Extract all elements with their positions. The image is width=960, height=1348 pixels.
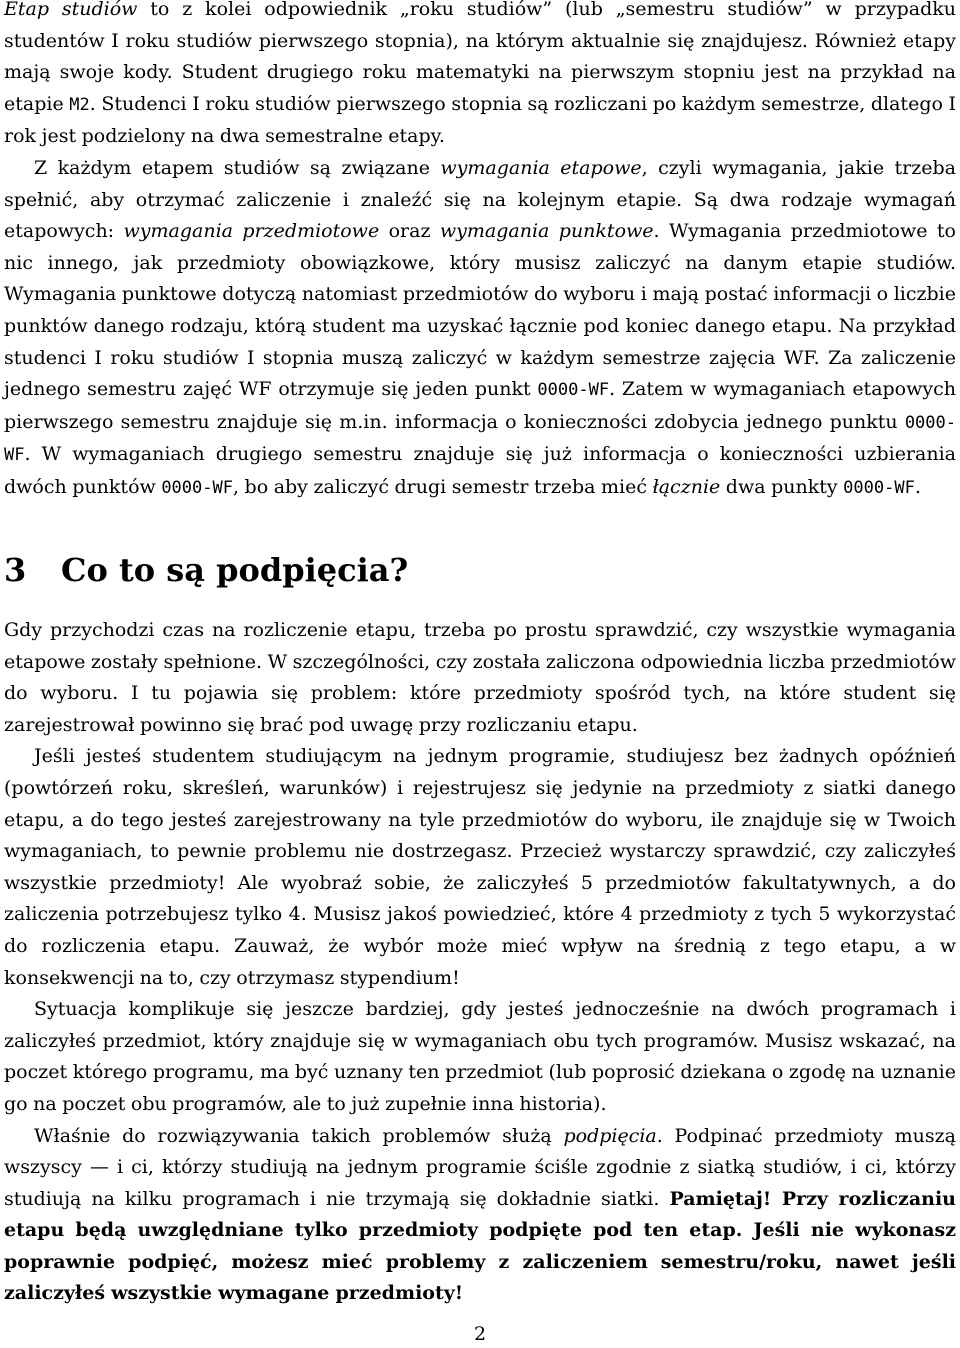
text-run: . Podpinać przedmioty muszą wszyscy — i ci, którzy studiują na jednym programie ściśle zgodnie z siatką studiów, i ci, którzy studiują na kilku programach i nie trzymają się dokładnie siatki. — [4, 1124, 956, 1210]
emphasis-text: wymagania przedmiotowe — [123, 220, 380, 243]
text-run: . Wymagania przedmiotowe to nic innego, jak przedmioty obowiązkowe, który musisz zaliczyć na danym etapie studiów. Wymagania punktowe dotyczą natomiast przedmiotów do wyboru i mają postać informacji o liczbie punktów danego rodzaju, którą student ma uzyskać łącznie pod koniec danego etapu. Na przykład studenci I roku studiów I stopnia muszą zaliczyć w każdym semestrze zajęcia WF. Za zaliczenie jednego semestru zajęć WF otrzymuje się jeden punkt — [4, 220, 956, 401]
text-run: oraz — [379, 220, 440, 243]
text-run: Z każdym etapem studiów są związane — [34, 156, 441, 179]
text-run: to z kolei odpowiednik „roku studiów” (lub „semestru studiów” w przypadku studentów I roku studiów pierwszego stopnia), na którym aktualnie się znajdujesz. Również etapy mają swoje kody. Student drugiego roku matematyki na pierwszym stopniu jest na przykład na etapie — [4, 0, 956, 115]
text-run: dwa punkty — [720, 475, 844, 498]
text-run: Sytuacja komplikuje się jeszcze bardziej, gdy jesteś jednocześnie na dwóch programach i zaliczyłeś przedmiot, który znajduje się w wymaganiach obu tych programów. Musisz wskazać, na poczet którego programu, ma być uznany ten przedmiot (lub poprosić dziekana o zgodę na uznanie go na poczet obu programów, ale to już zupełnie inna historia). — [4, 998, 956, 1115]
emphasis-text: łącznie — [652, 475, 721, 498]
code-term: 0000-WF — [537, 380, 610, 401]
text-run: . W wymaganiach drugiego semestru znajduje się już informacja o konieczności uzbierania dwóch punktów — [4, 443, 956, 498]
paragraph-podpiecia — [4, 1121, 956, 1311]
text-run: , bo aby zaliczyć drugi semestr trzeba mieć — [232, 475, 653, 498]
paragraph-rozliczenie — [4, 615, 956, 741]
emphasis-text: podpięcia — [563, 1124, 657, 1147]
section-heading — [4, 550, 408, 590]
intro-text — [4, 0, 956, 505]
text-run: Właśnie do rozwiązywania takich problemów służą — [34, 1124, 564, 1147]
bold-warning: Pamiętaj! Przy rozliczaniu etapu będą uwzględniane tylko przedmioty podpięte pod ten etap. Jeśli nie wykonasz poprawnie podpięć, możesz mieć problemy z zaliczeniem semestru/roku, nawet jeśli zaliczyłeś wszystkie wymagane przedmioty! — [4, 1187, 956, 1305]
paragraph-etap-studiow — [4, 0, 956, 153]
code-term: 0000-WF — [4, 412, 956, 466]
text-run: Gdy przychodzi czas na rozliczenie etapu, trzeba po prostu sprawdzić, czy wszystkie wymagania etapowe zostały spełnione. W szczególności, czy została zaliczona odpowiednia liczba przedmiotów do wyboru. I tu pojawia się problem: które przedmioty spośród tych, na które student się zarejestrował powinno się brać pod uwagę przy rozliczaniu etapu. — [4, 619, 957, 736]
text-run: Jeśli jesteś studentem studiującym na jednym programie, studiujesz bez żadnych opóźnień (powtórzeń roku, skreśleń, warunków) i rejestrujesz się jedynie na przedmioty z siatki danego etapu, a do tego jesteś zarejestrowany na tyle przedmiotów do wyboru, ile znajduje się w Twoich wymaganiach, to pewnie problemu nie dostrzegasz. Przecież wystarczy sprawdzić, czy zaliczyłeś wszystkie przedmioty! Ale wyobraź sobie, że zaliczyłeś 5 przedmiotów fakultatywnych, a do zaliczenia potrzebujesz tylko 4. Musisz jakoś powiedzieć, które 4 przedmioty z tych 5 wykorzystać do rozliczenia etapu. Zauważ, że wybór może mieć wpływ na średnią z tego etapu, a w konsekwencji na to, czy otrzymasz stypendium! — [4, 745, 956, 989]
emphasis-text: Etap studiów — [4, 0, 138, 20]
section-title: Co to są podpięcia? — [61, 551, 409, 589]
section-number: 3 — [4, 551, 27, 589]
section-body — [4, 615, 956, 1310]
text-run: . Studenci I roku studiów pierwszego stopnia są rozliczani po każdym semestrze, dlatego I rok jest podzielony na dwa semestralne etapy. — [4, 92, 957, 148]
page-number: 2 — [473, 1323, 487, 1345]
code-term: M2 — [69, 94, 90, 115]
emphasis-text: wymagania etapowe — [440, 156, 642, 179]
emphasis-text: wymagania punktowe — [439, 220, 654, 243]
code-term: 0000-WF — [161, 477, 233, 498]
text-run: . Zatem w wymaganiach etapowych pierwszego semestru znajduje się m.in. informacja o konieczności zdobycia jednego punktu — [4, 378, 956, 433]
code-term: 0000-WF — [843, 477, 915, 498]
text-run: . — [914, 475, 921, 498]
text-run: , czyli wymagania, jakie trzeba spełnić, aby otrzymać zaliczenie i znaleźć się na kolejnym etapie. Są dwa rodzaje wymagań etapowych: — [4, 156, 956, 243]
paragraph-wymagania-etapowe — [4, 153, 956, 505]
paragraph-dwa-programy — [4, 994, 956, 1120]
paragraph-jeden-program — [4, 741, 956, 994]
